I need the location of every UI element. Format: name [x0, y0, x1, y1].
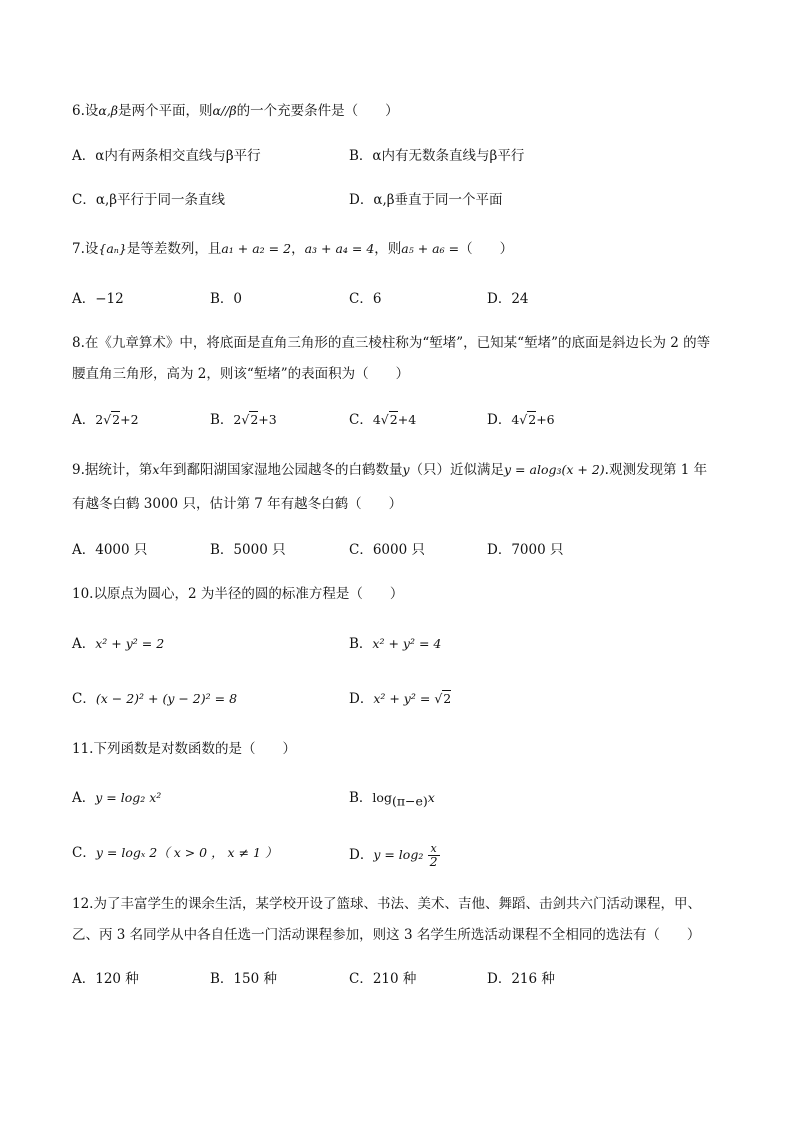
q11-d-denominator: 2 — [429, 854, 438, 869]
question-10-stem: 10.以原点为圆心，2 为半径的圆的标准方程是（ ） — [72, 586, 404, 602]
q7-option-c: C．6 — [349, 291, 382, 307]
q11-option-b — [349, 788, 435, 812]
q8-c-coef: 4 — [372, 412, 381, 427]
q7-ask: a₅ + a₆ = — [401, 241, 460, 256]
q11-a-label: A． — [72, 790, 96, 806]
q11-c-label: C． — [72, 845, 96, 861]
q7-sequence: {aₙ} — [98, 241, 127, 256]
q9-option-b: B．5000 只 — [210, 542, 286, 558]
q11-c-math: y = logₓ 2 — [95, 845, 158, 860]
question-9-line-1 — [72, 460, 707, 480]
q8-d-radicand: 2 — [528, 412, 537, 427]
q8-a-label: A． — [72, 412, 96, 428]
q11-option-d — [349, 843, 440, 868]
q10-b-label: B． — [349, 636, 373, 652]
q6-option-c: C．α,β平行于同一条直线 — [72, 192, 226, 208]
q7-option-b: B．0 — [210, 291, 243, 307]
q11-b-arg: x — [427, 790, 435, 805]
q12-option-d: D．216 种 — [487, 971, 555, 987]
q10-d-math: x² + y² = — [373, 691, 435, 706]
q9-option-a: A．4000 只 — [72, 542, 148, 558]
q9-text-a: 9.据统计，第 — [72, 462, 153, 478]
question-9-line-2: 有越冬白鹤 3000 只，估计第 7 年有越冬白鹤（ ） — [72, 496, 403, 512]
q10-c-math: (x − 2)² + (y − 2)² = 8 — [95, 691, 238, 706]
q8-b-coef: 2 — [233, 412, 242, 427]
q11-option-c — [72, 843, 277, 863]
q11-b-base: (π−e) — [391, 793, 428, 809]
q6-relation: α//β — [212, 103, 237, 118]
q8-a-coef: 2 — [95, 412, 104, 427]
q7-option-a: A．−12 — [72, 291, 124, 307]
q7-option-d: D．24 — [487, 291, 529, 307]
q9-option-c: C．6000 只 — [349, 542, 425, 558]
q8-a-const: +2 — [120, 412, 139, 427]
question-11-stem: 11.下列函数是对数函数的是（ ） — [72, 741, 296, 757]
q11-b-log: log — [372, 790, 392, 805]
q8-c-radicand: 2 — [389, 412, 398, 427]
q7-text-a: 7.设 — [72, 241, 99, 257]
q6-option-b: B．α内有无数条直线与β平行 — [349, 148, 525, 164]
q8-option-c: C．4√2+4 — [349, 412, 417, 428]
question-8-line-2: 腰直角三角形，高为 2，则该“堑堵”的表面积为（ ） — [72, 366, 410, 382]
question-6-stem — [72, 101, 399, 121]
q7-condition-2: a₃ + a₄ = 4 — [304, 241, 375, 256]
q12-option-c: C．210 种 — [349, 971, 417, 987]
q10-a-math: x² + y² = 2 — [95, 636, 165, 651]
q11-d-fraction — [428, 843, 440, 868]
q7-text-b: 是等差数列，且 — [126, 241, 222, 257]
question-12-line-1: 12.为了丰富学生的课余生活，某学校开设了篮球、书法、美术、吉他、舞蹈、击剑共六门活动课程，甲、 — [72, 896, 701, 912]
q9-text-c: （只）近似满足 — [409, 462, 505, 478]
q7-separator: ， — [291, 241, 305, 257]
q9-text-d: .观测发现第 1 年 — [604, 462, 708, 478]
q6-text-c: 的一个充要条件是（ ） — [236, 103, 399, 119]
q6-text-b: 是两个平面，则 — [118, 103, 213, 119]
q10-d-label: D． — [349, 691, 374, 707]
q11-d-numerator: x — [428, 843, 440, 856]
q7-condition-1: a₁ + a₂ = 2 — [221, 241, 292, 256]
q8-d-label: D． — [487, 412, 512, 428]
question-8-line-1: 8.在《九章算术》中，将底面是直角三角形的直三棱柱称为“堑堵”，已知某“堑堵”的底面是斜边长为 2 的等 — [72, 335, 711, 351]
q8-d-const: +6 — [536, 412, 555, 427]
q8-b-radicand: 2 — [250, 412, 259, 427]
q9-formula: y = alog₃(x + 2) — [504, 462, 605, 477]
q10-b-math: x² + y² = 4 — [372, 636, 442, 651]
q8-b-const: +3 — [258, 412, 277, 427]
q10-d-radicand: 2 — [443, 691, 452, 706]
q7-text-c: ，则 — [374, 241, 402, 257]
q11-d-math: y = log₂ — [373, 847, 424, 862]
q9-option-d: D．7000 只 — [487, 542, 564, 558]
q8-option-a: A．2√2+2 — [72, 412, 139, 428]
q11-option-a — [72, 788, 161, 808]
question-12-line-2: 乙、丙 3 名同学从中各自任选一门活动课程参加，则这 3 名学生所选活动课程不全相同的选法有（ ） — [72, 927, 701, 943]
q9-text-b: 年到鄱阳湖国家湿地公园越冬的白鹤数量 — [159, 462, 403, 478]
q10-option-a — [72, 634, 164, 654]
q10-option-c — [72, 689, 237, 709]
q8-c-label: C． — [349, 412, 373, 428]
q8-option-d: D．4√2+6 — [487, 412, 555, 428]
question-7-stem — [72, 239, 513, 259]
q9-var-x: x — [152, 462, 160, 477]
q6-text-a: 6.设 — [72, 103, 99, 119]
q11-a-math: y = log₂ x² — [95, 790, 162, 805]
q8-b-label: B． — [210, 412, 234, 428]
q11-c-condition: （ x > 0 ， x ≠ 1 ） — [157, 845, 278, 860]
q6-option-d: D．α,β垂直于同一个平面 — [349, 192, 503, 208]
q11-d-label: D． — [349, 847, 374, 863]
q9-var-y: y — [402, 462, 410, 477]
q8-a-radicand: 2 — [112, 412, 121, 427]
q8-option-b: B．2√2+3 — [210, 412, 277, 428]
q8-d-coef: 4 — [511, 412, 520, 427]
q6-option-a: A．α内有两条相交直线与β平行 — [72, 148, 261, 164]
q11-b-label: B． — [349, 790, 373, 806]
q7-text-d: （ ） — [459, 241, 514, 257]
q10-c-label: C． — [72, 691, 96, 707]
q12-option-b: B．150 种 — [210, 971, 277, 987]
q6-vars: α,β — [98, 103, 119, 118]
q10-option-b — [349, 634, 441, 654]
q10-option-d: D．x² + y² = √2 — [349, 691, 452, 707]
q8-c-const: +4 — [397, 412, 417, 427]
q12-option-a: A．120 种 — [72, 971, 139, 987]
q10-a-label: A． — [72, 636, 96, 652]
